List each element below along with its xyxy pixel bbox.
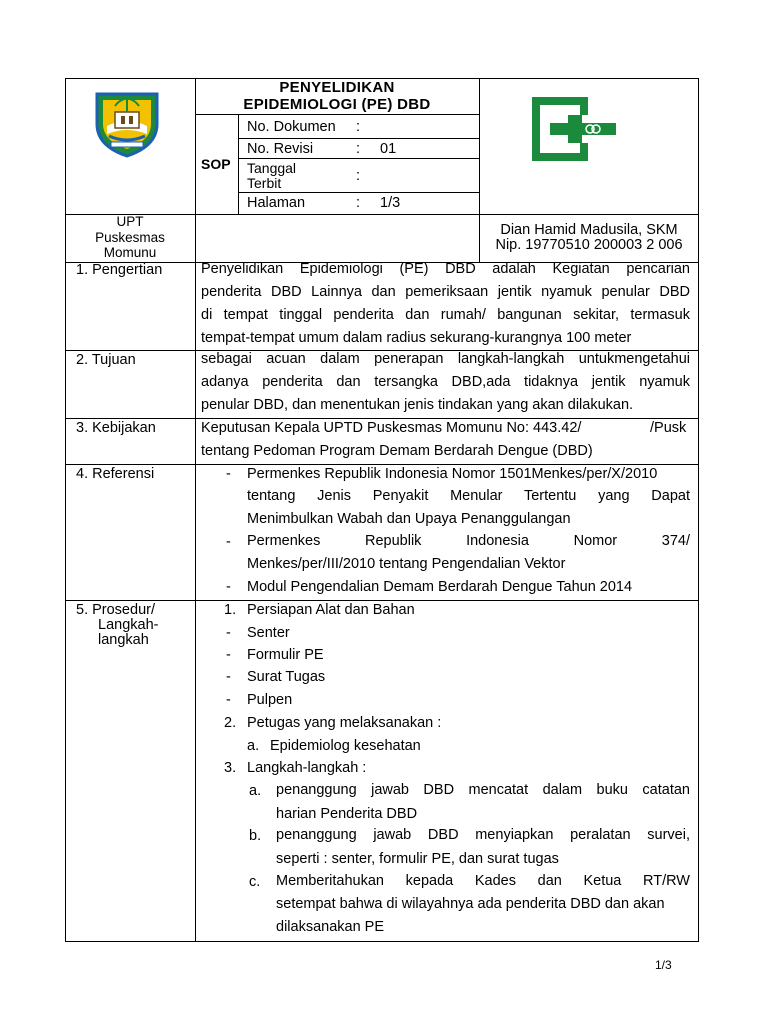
list-item: Pulpen	[247, 692, 293, 708]
kebijakan-line1-suffix: /Pusk	[650, 420, 687, 436]
substep-text: harian Penderita DBD	[276, 806, 418, 822]
list-item: Surat Tugas	[247, 669, 326, 685]
step-number: 1.	[224, 602, 237, 618]
page-number: 1/3	[655, 958, 672, 972]
list-item: Permenkes Republik Indonesia Nomor 1501Menkes/per/X/2010	[247, 466, 658, 482]
section-label-prosedur-3: langkah	[98, 632, 149, 648]
substep-number: a.	[249, 783, 262, 799]
regency-logo-icon	[91, 86, 163, 158]
substep-text: penanggung jawab DBD mencatat dalam buku catatan	[276, 782, 690, 798]
field-label-halaman: Halaman	[247, 195, 306, 211]
list-bullet: -	[226, 466, 231, 482]
list-item: tentang Jenis Penyakit Menular Tertentu yang Dapat	[247, 488, 690, 504]
body-col-divider	[195, 262, 196, 942]
org-line2: Puskesmas	[95, 230, 165, 245]
substep-text: dilaksanakan PE	[276, 919, 385, 935]
body-line: penular DBD, dan menentukan jenis tindakan yang akan dilakukan.	[201, 397, 634, 413]
field-divider-3	[238, 192, 479, 193]
puskesmas-logo-icon	[524, 93, 620, 165]
step-text: Persiapan Alat dan Bahan	[247, 602, 415, 618]
signer-nip: Nip. 19770510 200003 2 006	[495, 237, 683, 253]
list-item: Modul Pengendalian Demam Berdarah Dengue Tahun 2014	[247, 579, 633, 595]
title-divider	[195, 114, 479, 115]
list-bullet: -	[226, 692, 231, 708]
signer-name: Dian Hamid Madusila, SKM	[500, 222, 678, 238]
section-label-referensi: 4. Referensi	[76, 466, 155, 482]
body-line: adanya penderita dan tersangka DBD,ada tidaknya jentik nyamuk	[201, 374, 690, 390]
field-colon: :	[356, 141, 361, 157]
section-label-kebijakan: 3. Kebijakan	[76, 420, 156, 436]
step-number: 2.	[224, 715, 237, 731]
substep-number: c.	[249, 874, 261, 890]
substep-number: b.	[249, 828, 262, 844]
org-line3: Momunu	[103, 245, 157, 260]
section-label-pengertian: 1. Pengertian	[76, 262, 163, 278]
list-item: Menimbulkan Wabah dan Upaya Penanggulangan	[247, 511, 571, 527]
substep-text: seperti : senter, formulir PE, dan surat tugas	[276, 851, 559, 867]
row-divider-4	[65, 600, 699, 601]
field-label-terbit: Terbit	[247, 175, 282, 191]
section-label-tujuan: 2. Tujuan	[76, 352, 136, 368]
field-divider-2	[238, 158, 479, 159]
list-bullet: -	[226, 625, 231, 641]
list-item: Menkes/per/III/2010 tentang Pengendalian Vektor	[247, 556, 566, 572]
page-title-line2: EPIDEMIOLOGI (PE) DBD	[243, 96, 431, 113]
list-item: Senter	[247, 625, 290, 641]
row-divider-3	[65, 464, 699, 465]
list-bullet: -	[226, 534, 231, 550]
list-bullet: -	[226, 579, 231, 595]
substep-text: penanggung jawab DBD menyiapkan peralatan survei,	[276, 827, 690, 843]
row-divider-2	[65, 418, 699, 419]
section-label-prosedur-2: Langkah-	[98, 617, 159, 633]
kebijakan-line1: Keputusan Kepala UPTD Puskesmas Momunu No: 443.42/	[201, 420, 582, 436]
field-label-no-dokumen: No. Dokumen	[247, 119, 336, 135]
list-bullet: -	[226, 669, 231, 685]
kebijakan-line2: tentang Pedoman Program Demam Berdarah Dengue (DBD)	[201, 443, 593, 459]
field-label-tanggal: Tanggal	[247, 160, 297, 176]
section-label-prosedur: 5. Prosedur/	[76, 602, 155, 618]
body-line: Penyelidikan Epidemiologi (PE) DBD adalah Kegiatan pencarian	[201, 261, 690, 277]
org-line1: UPT	[116, 214, 144, 229]
step-number: 3.	[224, 760, 237, 776]
sop-field-divider	[238, 114, 239, 214]
sop-label: SOP	[201, 156, 231, 172]
list-item: Permenkes Republik Indonesia Nomor 374/	[247, 533, 690, 549]
step-text: Langkah-langkah :	[247, 760, 367, 776]
field-value-no-revisi: 01	[380, 141, 397, 157]
field-divider-1	[238, 138, 479, 139]
page-title-line1: PENYELIDIKAN	[279, 79, 395, 96]
field-colon: :	[356, 195, 361, 211]
substep-text: Memberitahukan kepada Kades dan Ketua RT/RW	[276, 873, 690, 889]
body-line: penderita DBD Lainnya dan pemeriksaan jentik nyamuk penular DBD	[201, 284, 690, 300]
body-line: sebagai acuan dalam penerapan langkah-langkah untukmengetahui	[201, 351, 690, 367]
substep-number: a.	[247, 738, 260, 754]
step-text: Petugas yang melaksanakan :	[247, 715, 442, 731]
field-value-halaman: 1/3	[380, 195, 401, 211]
list-item: Formulir PE	[247, 647, 324, 663]
field-colon: :	[356, 119, 361, 135]
substep-text: setempat bahwa di wilayahnya ada penderita DBD dan akan	[276, 896, 665, 912]
body-line: di tempat tinggal penderita dan rumah/ bangunan sekitar, termasuk	[201, 307, 690, 323]
field-label-no-revisi: No. Revisi	[247, 141, 314, 157]
body-line: tempat-tempat umum dalam radius sekurang-kurangnya 100 meter	[201, 330, 632, 346]
field-colon: :	[356, 168, 361, 184]
list-bullet: -	[226, 647, 231, 663]
substep-text: Epidemiolog kesehatan	[270, 738, 421, 754]
